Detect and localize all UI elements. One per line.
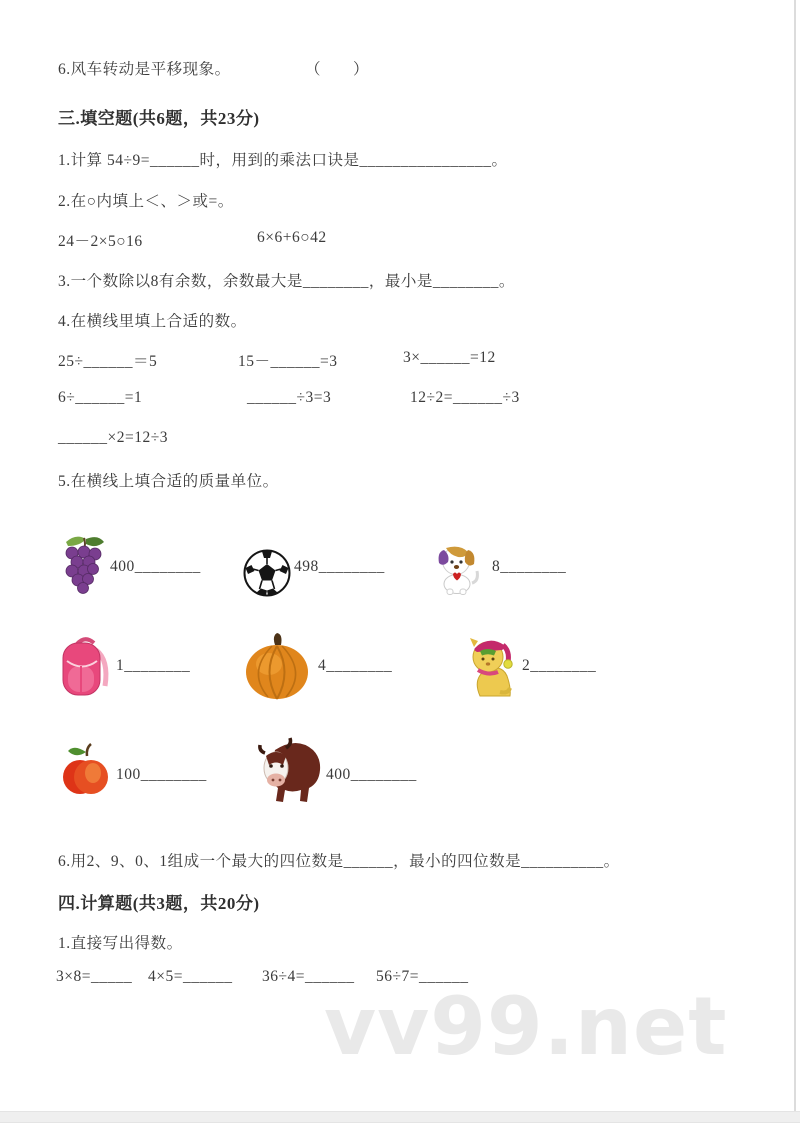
question-tf-6-answer-paren: （ ）: [305, 61, 370, 78]
section3-title: 三.填空题(共6题，共23分): [58, 109, 260, 128]
fill-q4-item-2: 15－______=3: [238, 353, 338, 370]
fill-q4-item-7: ______×2=12÷3: [58, 429, 168, 446]
fill-q4-item-3: 3×______=12: [403, 349, 496, 366]
fill-q3: 3.一个数除以8有余数，余数最大是________，最小是________。: [58, 273, 515, 290]
q5-label-cow: 400________: [326, 766, 417, 783]
q5-label-pumpkin: 4________: [318, 657, 393, 674]
apple-image: [62, 742, 110, 800]
section4-title: 四.计算题(共3题，共20分): [58, 894, 260, 913]
backpack-image: [56, 632, 112, 702]
q5-label-puppy: 8________: [492, 558, 567, 575]
puppy-image: [432, 543, 482, 595]
fill-q2-expression-1: 24－2×5○16: [58, 233, 143, 250]
site-watermark: vv99.net: [324, 980, 728, 1073]
page-right-edge: [794, 0, 796, 1112]
fill-q4-item-6: 12÷2=______÷3: [410, 389, 520, 406]
fill-q5: 5.在横线上填合适的质量单位。: [58, 473, 279, 490]
q5-label-backpack: 1________: [116, 657, 191, 674]
grapes-image: [60, 533, 108, 595]
fill-q2-expression-2: 6×6+6○42: [257, 229, 327, 246]
fill-q4-item-1: 25÷______＝5: [58, 353, 158, 370]
soccer-ball-image: [242, 548, 292, 598]
q5-label-kitten: 2________: [522, 657, 597, 674]
fill-q4-item-5: ______÷3=3: [247, 389, 332, 406]
q5-label-soccer: 498________: [294, 558, 385, 575]
fill-q4: 4.在横线里填上合适的数。: [58, 313, 247, 330]
fill-q1: 1.计算 54÷9=______时，用到的乘法口诀是________________。: [58, 152, 508, 169]
calc-q1-item-2: 4×5=______: [148, 968, 233, 985]
calc-q1-item-1: 3×8=_____: [56, 968, 133, 985]
fill-q2: 2.在○内填上＜、＞或=。: [58, 193, 234, 210]
kitten-santa-hat-image: [466, 634, 520, 698]
cow-image: [255, 736, 323, 806]
calc-q1: 1.直接写出得数。: [58, 935, 183, 952]
q5-label-apple: 100________: [116, 766, 207, 783]
fill-q6: 6.用2、9、0、1组成一个最大的四位数是______，最小的四位数是__________。: [58, 853, 620, 870]
pumpkin-image: [242, 632, 312, 700]
calc-q1-item-4: 56÷7=______: [376, 968, 469, 985]
page-break-separator: [0, 1111, 800, 1123]
question-tf-6-text: 6.风车转动是平移现象。: [58, 61, 231, 78]
calc-q1-item-3: 36÷4=______: [262, 968, 355, 985]
q5-label-grapes: 400________: [110, 558, 201, 575]
fill-q4-item-4: 6÷______=1: [58, 389, 143, 406]
